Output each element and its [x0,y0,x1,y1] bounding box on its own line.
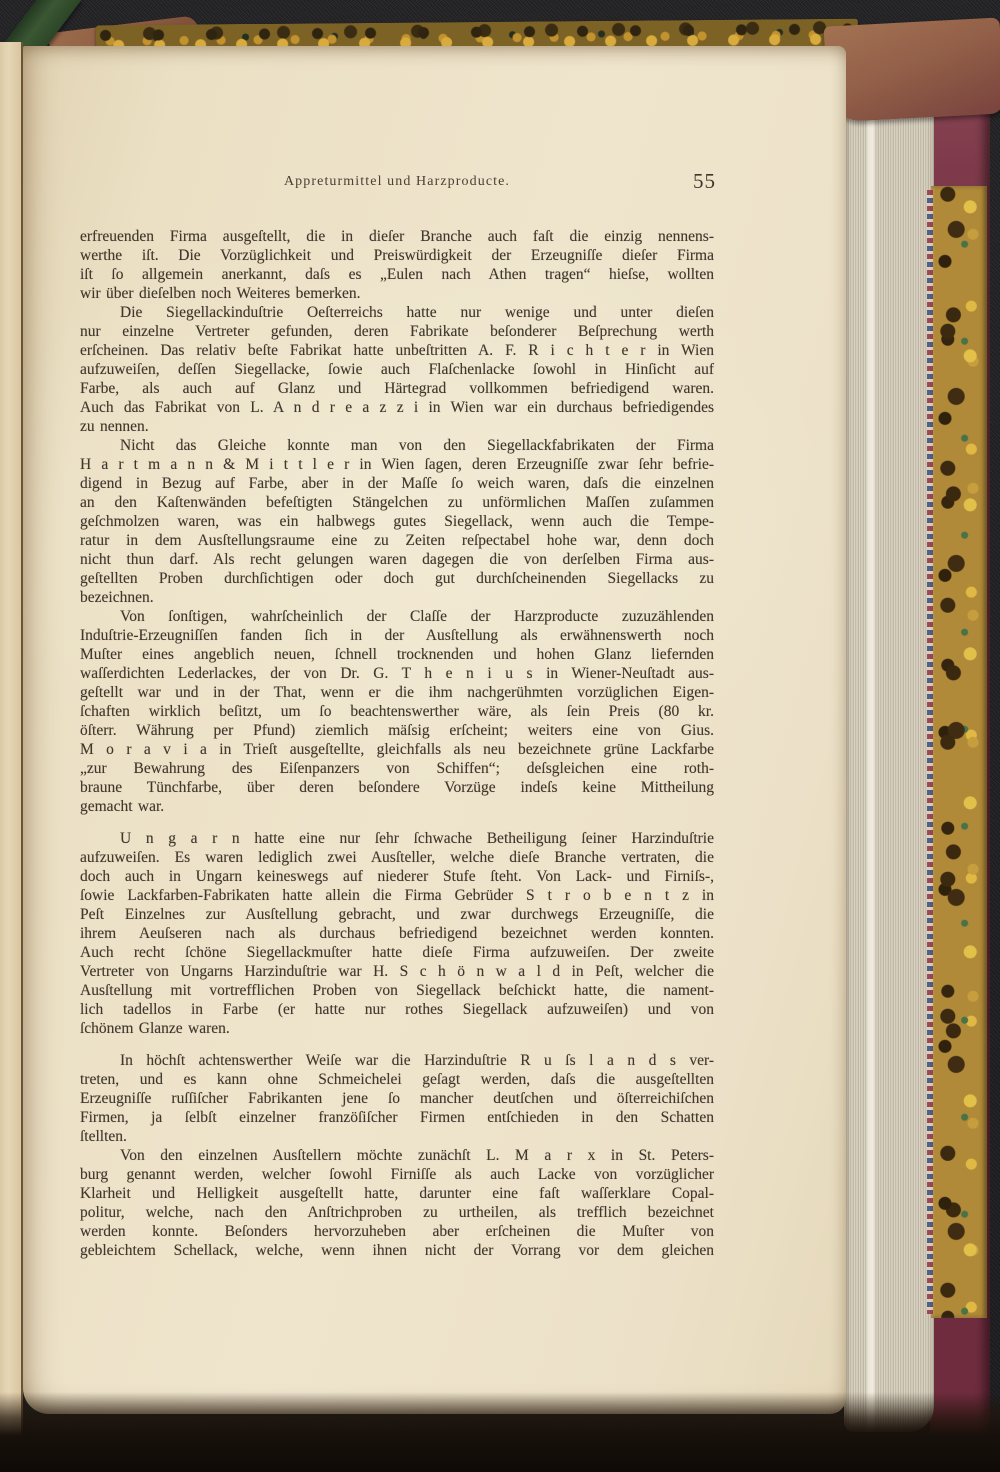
text-line: treten, und es kann ohne Schmeichelei geſagt werden, daſs die ausgeſtellten [80,1071,714,1088]
text-line: gemacht war. [80,798,165,815]
text-line: Von den einzelnen Ausſtellern möchte zunächſt L. M a r x in St. Peters- [120,1147,714,1164]
page-text [80,227,714,1260]
text-line: braune Tünchfarbe, über deren beſondere Vorzüge indeſs keine Mittheilung [80,779,714,796]
text-line: Erzeugniſſe ruſſiſcher Fabrikanten jene ſo mancher deutſchen und öſterreichiſchen [80,1090,714,1107]
text-line: doch auch in Ungarn keineswegs auf niederer Stufe ſteht. Von Lack- und Firniſs-, [80,868,714,885]
text-line: ratur in dem Ausſtellungsraume eine zu Zeiten reſpectabel hohe war, denn doch [80,532,714,549]
text-line: aufzuweiſen. Es waren lediglich zwei Ausſteller, welche dieſe Branche vertraten, die [80,849,714,866]
text-line: ſowie Lackfarben-Fabrikaten hatte allein die Firma Gebrüder S t r o b e n t z in [80,887,714,904]
page-number: 55 [693,169,716,193]
text-line: gebleichtem Schellack, welche, wenn ihnen nicht der Vorrang vor dem gleichen [80,1242,714,1259]
text-line: bezeichnen. [80,589,154,606]
text-line: Ausſtellung mit vortrefflichen Proben von Siegellack beſchickt hatte, die nament- [80,982,714,999]
text-line: H a r t m a n n & M i t t l e r in Wien ſagen, deren Erzeugniſſe zwar ſehr befrie- [80,456,714,473]
text-line: zu nennen. [80,418,149,435]
text-line: Peſt Einzelnes zur Ausſtellung gebracht, und zwar durchwegs Erzeugniſſe, die [80,906,714,923]
text-line: Auch recht ſchöne Siegellackmuſter hatte dieſe Firma aufzuweiſen. Der zweite [80,944,714,961]
text-line: ſtellten. [80,1128,127,1145]
fore-edge-pages [844,54,934,1432]
text-line: burg genannt werden, welcher ſowohl Firniſſe als auch Lacke von vorzüglicher [80,1166,714,1183]
text-line: geſtellten Proben durchſichtigen oder doch gut durchſcheinenden Siegellacks zu [80,570,714,587]
text-line: waſſerdichten Lederlackes, der von Dr. G. T h e n i u s in Wiener-Neuſtadt aus- [80,665,714,682]
text-line: wir über dieſelben noch Weiteres bemerken. [80,285,361,302]
text-line: erſcheinen. Das relativ beſte Fabrikat hatte unbeſtritten A. F. R i c h t e r in Wien [80,342,714,359]
text-line: Die Siegellackinduſtrie Oeſterreichs hatte nur wenige und unter dieſen [120,304,714,321]
text-line: Vertreter von Ungarns Harzinduſtrie war H. S c h ö n w a l d in Peſt, welcher die [80,963,714,980]
text-line: Firmen, ja ſelbſt einzelner franzöſiſcher Firmen entſchieden in den Schatten [80,1109,714,1126]
text-line: öſterr. Währung per Pfund) ziemlich mäſsig erſcheint; weiters eine von Gius. [80,722,714,739]
text-line: an den Kaſtenwänden befeſtigten Stängelchen zu unförmlichen Maſſen zuſammen [80,494,714,511]
paragraph [80,607,714,816]
paragraph [80,227,714,303]
text-line: Muſter eines angeblich neuen, ſchnell trocknenden und hohen Glanz liefernden [80,646,714,663]
text-line: erfreuenden Firma ausgeſtellt, die in dieſer Branche auch faſt die einzig nennens- [80,228,714,245]
paragraph [80,436,714,607]
text-line: Klarheit und Helligkeit ausgeſtellt hatte, darunter eine faſt waſſerklare Copal- [80,1185,714,1202]
text-line: werden konnte. Beſonders hervorzuheben aber erſcheinen die Muſter von [80,1223,714,1240]
text-line: aufzuweiſen, deſſen Siegellacke, ſowie auch Flaſchenlacke ſowohl in Hinſicht auf [80,361,714,378]
text-line: geſchmolzen waren, was ein halbwegs gutes Siegellack, wenn auch die Tempe- [80,513,714,530]
leather-corner-top-right [824,17,1000,122]
text-line: Farbe, als auch auf Glanz und Härtegrad vollkommen befriedigend waren. [80,380,714,397]
text-line: ſchaften wirklich beſitzt, um ſo beachtenswerther wäre, als ſein Preis (80 kr. [80,703,714,720]
endband-right [927,190,933,1314]
text-line: werthe iſt. Die Vorzüglichkeit und Preiswürdigkeit der Erzeugniſſe dieſer Firma [80,247,714,264]
paragraph [80,1051,714,1146]
paragraph [80,1146,714,1260]
text-line: politur, welche, nach den Anſtrichproben zu urtheilen, als trefflich bezeichnet [80,1204,714,1221]
page-content [80,169,716,1260]
text-line: iſt ſo allgemein anerkannt, daſs es „Eulen nach Athen tragen“ hieſse, wollten [80,266,714,283]
text-line: nur einzelne Vertreter gefunden, deren Fabrikate beſonderer Beſprechung werth [80,323,714,340]
text-line: lich tadellos in Farbe (er hatte nur rothes Siegellack aufzuweiſen) und von [80,1001,714,1018]
gutter-crease [0,42,23,1450]
text-line: ihrem Aeuſseren nach als durchaus befriedigend bezeichnet werden konnten. [80,925,714,942]
text-line: U n g a r n hatte eine nur ſehr ſchwache Betheiligung ſeiner Harzinduſtrie [120,830,714,847]
text-line: M o r a v i a in Trieſt ausgeſtellte, gleichfalls als neu bezeichnete grüne Lackfarbe [80,741,714,758]
text-line: geſtellt war und in der That, wenn er die ihm nachgerühmten vorzüglichen Eigen- [80,684,714,701]
paragraph [80,303,714,436]
text-line: nicht thun darf. Als recht gelungen waren dagegen die von derſelben Firma aus- [80,551,714,568]
book-page [23,46,846,1414]
paragraph [80,829,714,1038]
running-header: Appreturmittel und Harzproducte. [283,174,511,189]
text-line: In höchſt achtenswerther Weiſe war die Harzinduſtrie R u ſs l a n d s ver- [120,1052,714,1069]
page-header [80,169,716,198]
text-line: Von ſonſtigen, wahrſcheinlich der Claſſe der Harzproducte zuzuzählenden [120,608,714,625]
text-line: Nicht das Gleiche konnte man von den Siegellackfabrikaten der Firma [120,437,714,454]
text-line: Auch das Fabrikat von L. A n d r e a z z i in Wien war ein durchaus befriedigendes [80,399,714,416]
bottom-edge-shadow [0,1392,1000,1472]
marbled-board-edge-right [931,186,987,1318]
text-line: Induſtrie-Erzeugniſſen fanden ſich in der Ausſtellung als erwähnenswerth noch [80,627,714,644]
text-line: digend in Bezug auf Farbe, aber in der Maſſe ſo weich waren, daſs die einzelnen [80,475,714,492]
text-line: ſchönem Glanze waren. [80,1020,230,1037]
text-line: „zur Bewahrung des Eiſenpanzers von Schiffen“; deſsgleichen eine roth- [80,760,714,777]
